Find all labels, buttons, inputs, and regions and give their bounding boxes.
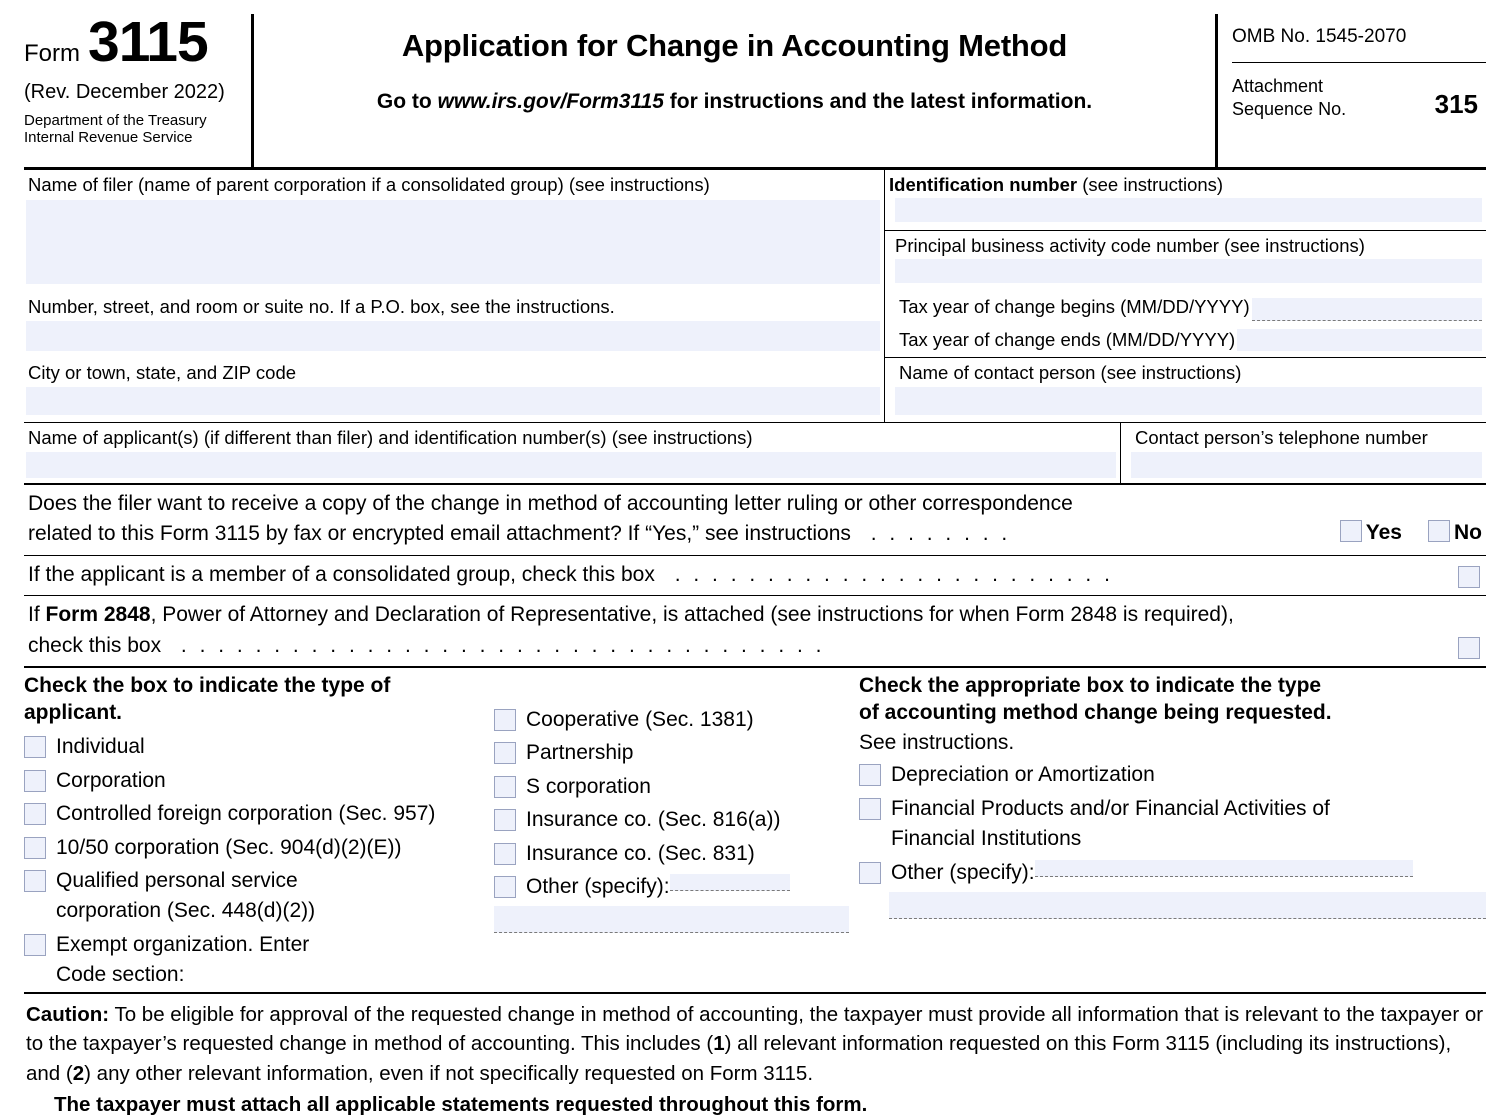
questions-section: [24, 485, 1486, 668]
tax-year-begins-label: Tax year of change begins (MM/DD/YYYY): [899, 296, 1250, 317]
label-corporation: Corporation: [56, 768, 166, 792]
fax-yes-no-group: [1340, 518, 1482, 548]
label-exempt-organization: Exempt organization. Enter Code section:: [56, 932, 310, 987]
applicant-option-10-50-corporation[interactable]: [24, 831, 494, 864]
identity-row-4: [24, 422, 1486, 483]
business-activity-code-cell: [885, 231, 1486, 292]
tax-year-begins-input[interactable]: [1252, 298, 1482, 321]
department-line-2: Internal Revenue Service: [24, 129, 193, 147]
caution-text-b: ) all relevant information requested on this Form 3115 (including its instructions), and (: [26, 1032, 1452, 1085]
applicant-type-column-2: [494, 672, 849, 992]
label-method-other: [891, 858, 1486, 888]
checkbox-applicant-other[interactable]: [494, 876, 516, 898]
method-other-input-continued[interactable]: [889, 892, 1486, 919]
method-type-heading-line-2: of accounting method change being requested.: [859, 701, 1332, 725]
identity-row-1: [24, 170, 1486, 292]
checkbox-controlled-foreign-corporation[interactable]: [24, 803, 46, 825]
goto-instructions: [264, 90, 1205, 114]
label-applicant-other: [526, 872, 849, 902]
identification-number-label: [885, 170, 1486, 196]
tax-year-ends-label: Tax year of change ends (MM/DD/YYYY): [899, 329, 1236, 350]
method-other-input[interactable]: [1035, 860, 1413, 877]
label-controlled-foreign-corporation: Controlled foreign corporation (Sec. 957): [56, 802, 436, 826]
filer-name-cell: [24, 170, 885, 292]
type-selection-block: [24, 668, 1486, 994]
street-label: Number, street, and room or suite no. If a P.O. box, see the instructions.: [28, 296, 615, 317]
fax-question-row: [24, 485, 1486, 556]
caution-text-c: ) any other relevant information, even if not specifically requested on Form 3115.: [84, 1061, 814, 1085]
fax-no-label: No: [1454, 521, 1482, 545]
header-left: [24, 10, 254, 167]
method-option-other[interactable]: [859, 856, 1486, 889]
checkbox-cooperative[interactable]: [494, 709, 516, 731]
consolidated-leader-dots: . . . . . . . . . . . . . . . . . . . . . . . .: [674, 562, 1114, 586]
street-input[interactable]: [26, 321, 880, 351]
label-financial-products: Financial Products and/or Financial Activities of Financial Institutions: [891, 796, 1330, 851]
applicant-option-s-corporation[interactable]: [494, 770, 849, 803]
identity-row-3: [24, 358, 1486, 422]
form-number: 3115: [88, 10, 208, 74]
checkbox-insurance-831[interactable]: [494, 843, 516, 865]
method-type-see-instructions: See instructions.: [859, 730, 1015, 754]
attachment-label-1: Attachment: [1232, 76, 1324, 96]
applicant-option-other[interactable]: [494, 871, 849, 904]
checkbox-depreciation-amortization[interactable]: [859, 764, 881, 786]
goto-prefix: Go to: [376, 90, 438, 113]
attachment-sequence: [1232, 63, 1486, 120]
city-input[interactable]: [26, 387, 880, 415]
filer-identity-block: [24, 170, 1486, 485]
caution-one: 1: [713, 1032, 725, 1056]
checkbox-financial-products[interactable]: [859, 798, 881, 820]
label-depreciation-amortization: Depreciation or Amortization: [891, 763, 1155, 787]
checkbox-s-corporation[interactable]: [494, 776, 516, 798]
header-right: [1218, 14, 1486, 167]
fax-question-line-1: Does the filer want to receive a copy of the change in method of accounting letter ruling or other correspondence: [28, 492, 1073, 515]
label-s-corporation: S corporation: [526, 774, 651, 798]
identity-right-col-2: [885, 292, 1486, 358]
applicant-option-partnership[interactable]: [494, 737, 849, 770]
caution-two: 2: [72, 1061, 85, 1085]
applicants-cell: [24, 423, 1121, 483]
attachment-label-2: Sequence No.: [1232, 98, 1347, 119]
consolidated-group-row: [24, 556, 1486, 596]
attachment-sequence-number: 315: [1434, 88, 1478, 119]
checkbox-insurance-816a[interactable]: [494, 809, 516, 831]
tax-year-begins-cell: [885, 292, 1486, 325]
power-of-attorney-row: [24, 596, 1486, 668]
identification-number-input[interactable]: [895, 198, 1482, 222]
method-type-column: [849, 672, 1486, 992]
label-10-50-corporation: 10/50 corporation (Sec. 904(d)(2)(E)): [56, 835, 402, 859]
poa-form-2848: Form 2848: [45, 603, 151, 627]
consolidated-group-checkbox[interactable]: [1458, 566, 1480, 588]
poa-suffix: , Power of Attorney and Declaration of Representative, is attached (see instructions for when Form 2848 is required),: [150, 603, 1234, 627]
caution-label: Caution:: [26, 1003, 110, 1027]
applicant-option-exempt-organization[interactable]: [24, 928, 494, 992]
poa-checkbox-text: check this box: [28, 633, 162, 657]
business-activity-code-label: Principal business activity code number (see instructions): [895, 235, 1365, 256]
caution-block: [24, 994, 1486, 1118]
tax-year-ends-cell: [885, 325, 1486, 358]
applicant-option-corporation[interactable]: [24, 764, 494, 797]
identity-row-2: [24, 292, 1486, 358]
applicant-other-input[interactable]: [670, 874, 790, 891]
contact-phone-label: Contact person’s telephone number: [1135, 427, 1428, 448]
contact-person-label: Name of contact person (see instructions): [899, 362, 1242, 383]
label-partnership: Partnership: [526, 741, 634, 765]
checkbox-method-other[interactable]: [859, 862, 881, 884]
contact-person-input[interactable]: [895, 387, 1482, 415]
department-block: [24, 112, 241, 147]
applicant-option-insurance-816a[interactable]: [494, 804, 849, 837]
label-insurance-816a: Insurance co. (Sec. 816(a)): [526, 808, 781, 832]
city-label: City or town, state, and ZIP code: [28, 362, 297, 383]
header-center: [254, 14, 1218, 167]
checkbox-individual[interactable]: [24, 736, 46, 758]
poa-checkbox[interactable]: [1458, 637, 1480, 659]
fax-leader-dots: . . . . . . . .: [870, 522, 1011, 546]
label-insurance-831: Insurance co. (Sec. 831): [526, 841, 755, 865]
form-header: [24, 0, 1486, 170]
omb-number: OMB No. 1545-2070: [1232, 14, 1486, 63]
city-cell: [24, 358, 885, 422]
filer-name-label: Name of filer (name of parent corporation if a consolidated group) (see instructions): [28, 174, 710, 195]
poa-prefix: If: [28, 603, 46, 627]
street-cell: [24, 292, 885, 358]
label-individual: Individual: [56, 735, 145, 759]
applicant-option-individual[interactable]: [24, 731, 494, 764]
label-method-other-text: Other (specify):: [891, 860, 1035, 884]
applicant-other-input-continued[interactable]: [494, 906, 849, 933]
applicants-input[interactable]: [26, 452, 1116, 478]
identification-number-label-rest: (see instructions): [1077, 174, 1224, 195]
applicant-type-heading: Check the box to indicate the type of applicant.: [24, 674, 391, 725]
checkbox-corporation[interactable]: [24, 770, 46, 792]
caution-attach-statement: The taxpayer must attach all applicable statements requested throughout this form.: [54, 1092, 868, 1116]
poa-line-2: [28, 631, 1486, 661]
fax-no-checkbox[interactable]: [1428, 520, 1450, 542]
goto-suffix: for instructions and the latest information.: [663, 90, 1093, 113]
label-cooperative: Cooperative (Sec. 1381): [526, 707, 754, 731]
irs-url[interactable]: www.irs.gov/Form3115: [437, 90, 664, 113]
contact-person-cell: [885, 358, 1486, 422]
applicant-option-controlled-foreign-corporation[interactable]: [24, 798, 494, 831]
method-type-heading: [859, 672, 1486, 731]
contact-phone-input[interactable]: [1131, 452, 1482, 478]
applicant-option-insurance-831[interactable]: [494, 837, 849, 870]
method-option-financial-products[interactable]: [859, 792, 1486, 856]
applicant-type-column-1: [24, 672, 494, 992]
form-title: Application for Change in Accounting Method: [401, 28, 1068, 63]
applicant-option-qualified-personal-service-corporation[interactable]: [24, 865, 494, 929]
poa-line-1: [28, 600, 1486, 630]
poa-leader-dots: . . . . . . . . . . . . . . . . . . . . . . . . . . . . . . . . . . .: [180, 633, 826, 657]
caution-text-a: To be eligible for approval of the requested change in method of accounting, the taxpayer must provide all information that is relevant to the taxpayer or to the taxpayer’s requested change in method of accounting. This includes (: [26, 1003, 1484, 1056]
applicant-option-cooperative[interactable]: [494, 703, 849, 736]
checkbox-10-50-corporation[interactable]: [24, 837, 46, 859]
label-qualified-personal-service-corporation: Qualified personal service corporation (Sec. 448(d)(2)): [56, 869, 316, 923]
contact-phone-cell: [1121, 423, 1486, 483]
form-revision: (Rev. December 2022): [24, 81, 225, 103]
checkbox-partnership[interactable]: [494, 742, 516, 764]
identification-number-label-bold: Identification number: [889, 174, 1078, 195]
label-applicant-other-text: Other (specify):: [526, 875, 670, 899]
method-type-heading-line-1: Check the appropriate box to indicate the type: [859, 674, 1322, 698]
fax-question-line-2: [28, 519, 1486, 549]
department-line-1: Department of the Treasury: [24, 112, 207, 129]
fax-question-text-2: related to this Form 3115 by fax or encrypted email attachment? If “Yes,” see instructions: [28, 522, 851, 546]
checkbox-qualified-personal-service-corporation[interactable]: [24, 870, 46, 892]
business-activity-code-input[interactable]: [895, 259, 1482, 283]
consolidated-group-text: If the applicant is a member of a consolidated group, check this box: [28, 562, 655, 586]
tax-year-ends-input[interactable]: [1237, 329, 1482, 351]
method-option-depreciation[interactable]: [859, 759, 1486, 792]
identity-right-col-1: [885, 170, 1486, 292]
form-word: Form: [24, 40, 80, 67]
identification-number-cell: [885, 170, 1486, 231]
filer-name-input[interactable]: [26, 200, 880, 284]
fax-yes-label: Yes: [1365, 521, 1402, 545]
fax-yes-checkbox[interactable]: [1340, 520, 1362, 542]
checkbox-exempt-organization[interactable]: [24, 934, 46, 956]
applicants-label: Name of applicant(s) (if different than filer) and identification number(s) (see instructions): [28, 427, 753, 448]
form-identifier: [24, 10, 241, 74]
